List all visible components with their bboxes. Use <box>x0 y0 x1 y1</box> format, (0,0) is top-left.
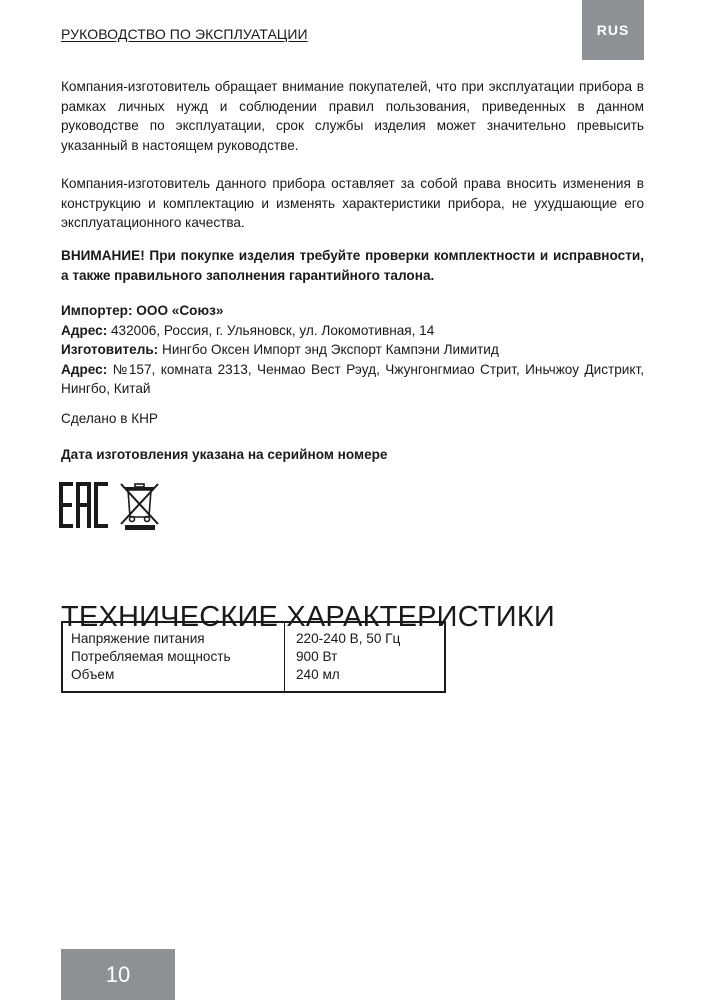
logos-svg <box>59 480 169 532</box>
manufacture-date-paragraph <box>61 445 644 465</box>
spec-value: 900 Вт <box>296 649 338 664</box>
specs-label-column <box>63 623 285 691</box>
manufacturer-address: №157, комната 2313, Ченмао Вест Рэуд, Чжунгонгмиао Стрит, Иньчжоу Дистрикт, Нингбо, Китай <box>61 361 644 396</box>
specs-value-column <box>285 623 444 691</box>
service-life-paragraph <box>61 77 644 155</box>
manufacturer-address-line <box>61 360 644 399</box>
manufacture-date-text: Дата изготовления указана на серийном номере <box>61 447 388 462</box>
importer-address-line <box>61 321 644 341</box>
manufacturer-label: Изготовитель: <box>61 342 159 357</box>
rights-paragraph <box>61 174 644 233</box>
spec-label: Потребляемая мощность <box>71 649 231 664</box>
weee-bin-icon <box>121 484 158 530</box>
spec-label: Напряжение питания <box>71 631 205 646</box>
importer-address: 432006, Россия, г. Ульяновск, ул. Локомотивная, 14 <box>111 322 435 338</box>
attention-paragraph <box>61 246 644 285</box>
eac-icon <box>59 482 108 528</box>
importer-label: Импортер: <box>61 303 133 318</box>
manufacturer-address-label: Адрес: <box>61 361 108 377</box>
page-header-title: РУКОВОДСТВО ПО ЭКСПЛУАТАЦИИ <box>61 26 308 42</box>
specs-title: ТЕХНИЧЕСКИЕ ХАРАКТЕРИСТИКИ <box>61 601 555 634</box>
manufacturer-line <box>61 340 644 360</box>
spec-value: 240 мл <box>296 667 340 682</box>
spec-label: Объем <box>71 667 115 682</box>
spec-value: 220-240 В, 50 Гц <box>296 631 401 646</box>
importer-address-label: Адрес: <box>61 322 108 338</box>
importer-name: ООО «Союз» <box>136 303 224 318</box>
made-in-text: Сделано в КНР <box>61 411 158 426</box>
importer-line <box>61 301 644 321</box>
specs-table <box>61 621 446 693</box>
contacts-block <box>61 301 644 399</box>
rights-text: Компания-изготовитель данного прибора оставляет за собой права вносить изменения в конструкцию и комплектацию и изменять характеристики прибора, не ухудшающие его эксплуатационного качества. <box>61 176 644 230</box>
manufacturer-name: Нингбо Оксен Импорт энд Экспорт Кампэни Лимитид <box>162 342 499 357</box>
certification-logos <box>59 480 169 530</box>
attention-text: ВНИМАНИЕ! При покупке изделия требуйте проверки комплектности и исправности, а также правильного заполнения гарантийного талона. <box>61 248 644 283</box>
service-life-text: Компания-изготовитель обращает внимание покупателей, что при эксплуатации прибора в рамках личных нужд и соблюдении правил пользования, приведенных в данном руководстве по эксплуатации, срок службы изделия может значительно превысить указанный в настоящем руководстве. <box>61 79 644 153</box>
language-badge: RUS <box>582 0 644 60</box>
page-number: 10 <box>61 949 175 1000</box>
made-in-paragraph <box>61 409 644 429</box>
